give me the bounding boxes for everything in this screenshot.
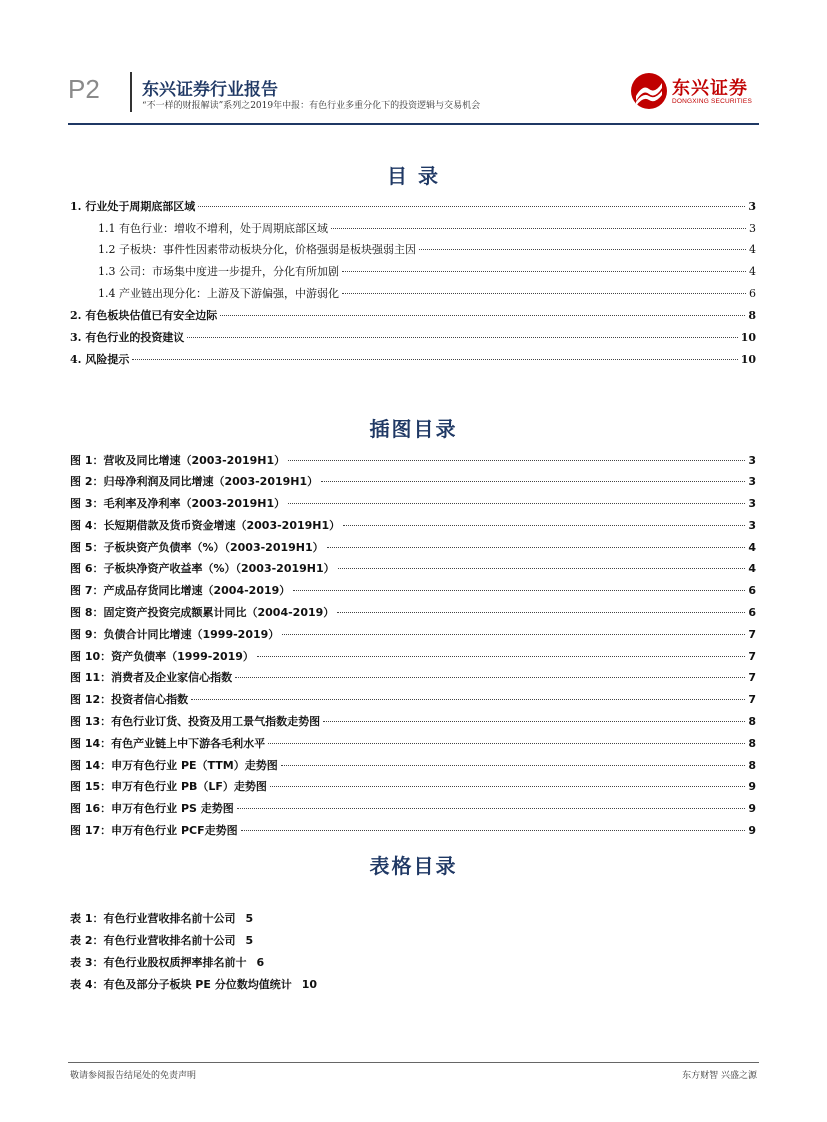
table-item[interactable]: 表 1：有色行业营收排名前十公司 5 [70, 912, 254, 925]
figure-item[interactable]: 图 15：申万有色行业 PB（LF）走势图 9 [70, 780, 756, 793]
figure-item[interactable]: 图 8：固定资产投资完成额累计同比（2004-2019） 6 [70, 606, 756, 619]
figure-item[interactable]: 图 1：营收及同比增速（2003-2019H1） 3 [70, 454, 756, 467]
figure-item[interactable]: 图 13：有色行业订货、投资及用工景气指数走势图 8 [70, 715, 756, 728]
logo-mark-icon [630, 72, 668, 110]
logo-text: 东兴证券 [672, 78, 748, 99]
brand-logo [630, 72, 760, 112]
figure-item[interactable]: 图 16：申万有色行业 PS 走势图 9 [70, 802, 756, 815]
figure-item[interactable]: 图 2：归母净利润及同比增速（2003-2019H1） 3 [70, 475, 756, 488]
figure-item[interactable]: 图 7：产成品存货同比增速（2004-2019） 6 [70, 584, 756, 597]
footer-slogan: 东方财智 兴盛之源 [682, 1071, 757, 1081]
toc-title: 目 录 [387, 164, 440, 188]
toc-item[interactable]: 4. 风险提示 10 [70, 353, 756, 366]
toc-item[interactable]: 1.4 产业链出现分化：上游及下游偏强，中游弱化 6 [98, 287, 756, 300]
toc-item[interactable]: 1. 行业处于周期底部区域 3 [70, 200, 756, 213]
figure-item[interactable]: 图 14：申万有色行业 PE（TTM）走势图 8 [70, 759, 756, 772]
tables-title: 表格目录 [369, 854, 458, 878]
figure-item[interactable]: 图 17：申万有色行业 PCF走势图 9 [70, 824, 756, 837]
toc-item[interactable]: 1.2 子板块：事件性因素带动板块分化，价格强弱是板块强弱主因 4 [98, 243, 756, 256]
toc-item[interactable]: 3. 有色行业的投资建议 10 [70, 331, 756, 344]
toc-item[interactable]: 2. 有色板块估值已有安全边际 8 [70, 309, 756, 322]
table-item[interactable]: 表 3：有色行业股权质押率排名前十 6 [70, 956, 265, 969]
toc-item[interactable]: 1.3 公司：市场集中度进一步提升，分化有所加剧 4 [98, 265, 756, 278]
page-number: P2 [68, 74, 100, 104]
figure-item[interactable]: 图 4：长短期借款及货币资金增速（2003-2019H1） 3 [70, 519, 756, 532]
header-divider [130, 72, 132, 112]
page-header [0, 0, 827, 125]
figure-item[interactable]: 图 6：子板块净资产收益率（%）（2003-2019H1） 4 [70, 562, 756, 575]
header-rule [68, 123, 759, 125]
report-subtitle: “不一样的财报解读”系列之2019年中报：有色行业多重分化下的投资逻辑与交易机会 [142, 101, 481, 111]
figure-item[interactable]: 图 3：毛利率及净利率（2003-2019H1） 3 [70, 497, 756, 510]
figure-item[interactable]: 图 9：负债合计同比增速（1999-2019） 7 [70, 628, 756, 641]
footer-disclaimer: 敬请参阅报告结尾处的免责声明 [70, 1071, 197, 1081]
figure-item[interactable]: 图 11：消费者及企业家信心指数 7 [70, 671, 756, 684]
figure-item[interactable]: 图 10：资产负债率（1999-2019） 7 [70, 650, 756, 663]
table-item[interactable]: 表 4：有色及部分子板块 PE 分位数均值统计 10 [70, 978, 318, 991]
report-series-title: 东兴证券行业报告 [142, 80, 278, 100]
footer-rule [68, 1062, 759, 1063]
figure-item[interactable]: 图 12：投资者信心指数 7 [70, 693, 756, 706]
toc-item[interactable]: 1.1 有色行业：增收不增利，处于周期底部区域 3 [98, 222, 756, 235]
table-item[interactable]: 表 2：有色行业营收排名前十公司 5 [70, 934, 254, 947]
figure-item[interactable]: 图 5：子板块资产负债率（%）（2003-2019H1） 4 [70, 541, 756, 554]
logo-subtext: DONGXING SECURITIES [672, 98, 753, 105]
figure-item[interactable]: 图 14：有色产业链上中下游各毛利水平 8 [70, 737, 756, 750]
figures-title: 插图目录 [369, 417, 458, 441]
